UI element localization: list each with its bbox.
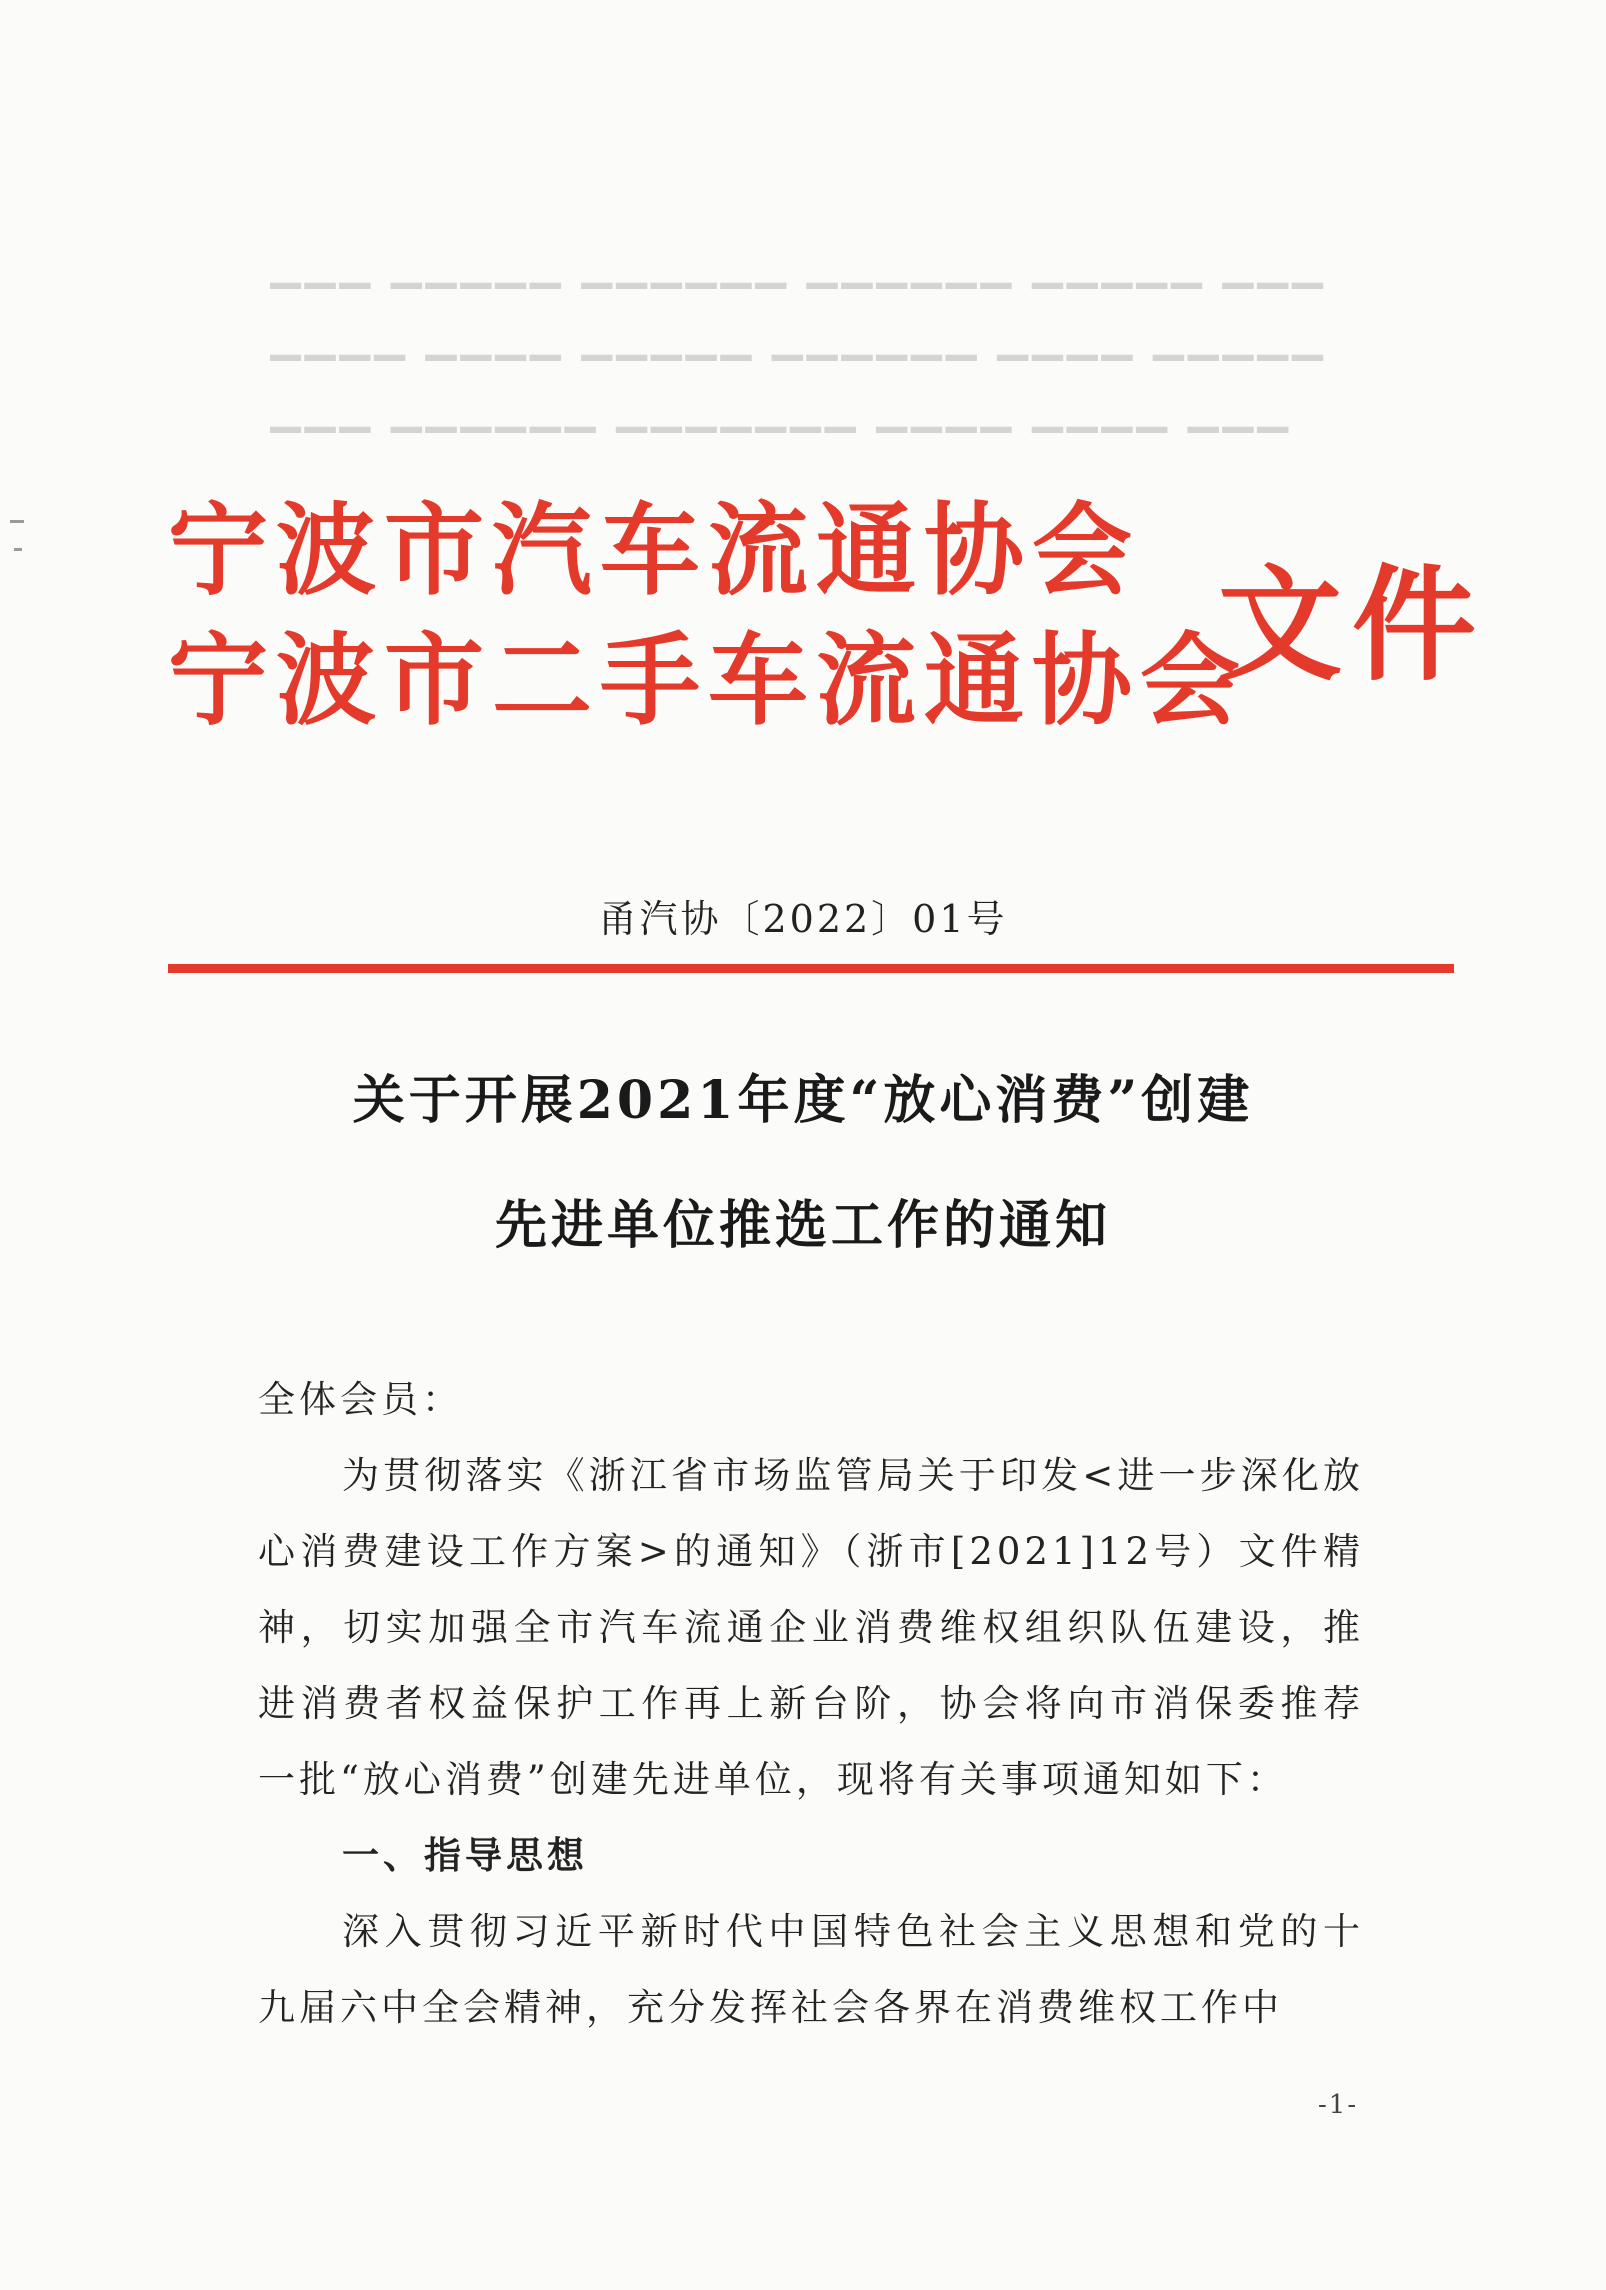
reverse-side-bleed-through: ▁▁▁ ▁▁▁▁▁ ▁▁▁▁▁▁ ▁▁▁▁▁▁ ▁▁▁▁▁ ▁▁▁ ▁▁▁▁ ▁▁▁▁ ▁▁▁▁▁ ▁▁▁▁▁▁ ▁▁▁▁ ▁▁▁▁▁ ▁▁▁ ▁▁▁▁▁▁ ▁▁▁▁▁▁▁ ▁▁▁▁ ▁▁▁▁ ▁▁▁ — [270, 243, 1327, 433]
header-red-rule — [168, 964, 1454, 973]
body-paragraph: 深入贯彻习近平新时代中国特色社会主义思想和党的十九届六中全会精神，充分发挥社会各界在消费维权工作中 — [258, 1910, 1364, 2029]
document-type-label: 文件 — [1218, 554, 1487, 698]
scan-speck — [10, 520, 24, 523]
document-title-line-2: 先进单位推选工作的通知 — [494, 1195, 1111, 1256]
document-header — [0, 0, 1606, 760]
salutation: 全体会员： — [258, 1378, 463, 1421]
page-number: -1- — [1318, 2090, 1359, 2120]
document-body — [258, 1362, 1364, 2046]
document-title-line-1: 关于开展2021年度“放心消费”创建 — [352, 1070, 1254, 1131]
body-paragraph: 为贯彻落实《浙江省市场监管局关于印发<进一步深化放心消费建设工作方案>的通知》（浙市[2021]12号）文件精神，切实加强全市汽车流通企业消费维权组织队伍建设，推进消费者权益保护工作再上新台阶，协会将向市消保委推荐一批“放心消费”创建先进单位，现将有关事项通知如下： — [258, 1454, 1364, 1801]
issuing-org-name-2: 宁波市二手车流通协会 — [168, 622, 1248, 739]
scan-speck — [14, 548, 22, 551]
section-heading: 一、指导思想 — [342, 1834, 588, 1877]
document-number: 甬汽协〔2022〕01号 — [598, 897, 1008, 941]
issuing-org-name-1: 宁波市汽车流通协会 — [168, 492, 1140, 609]
